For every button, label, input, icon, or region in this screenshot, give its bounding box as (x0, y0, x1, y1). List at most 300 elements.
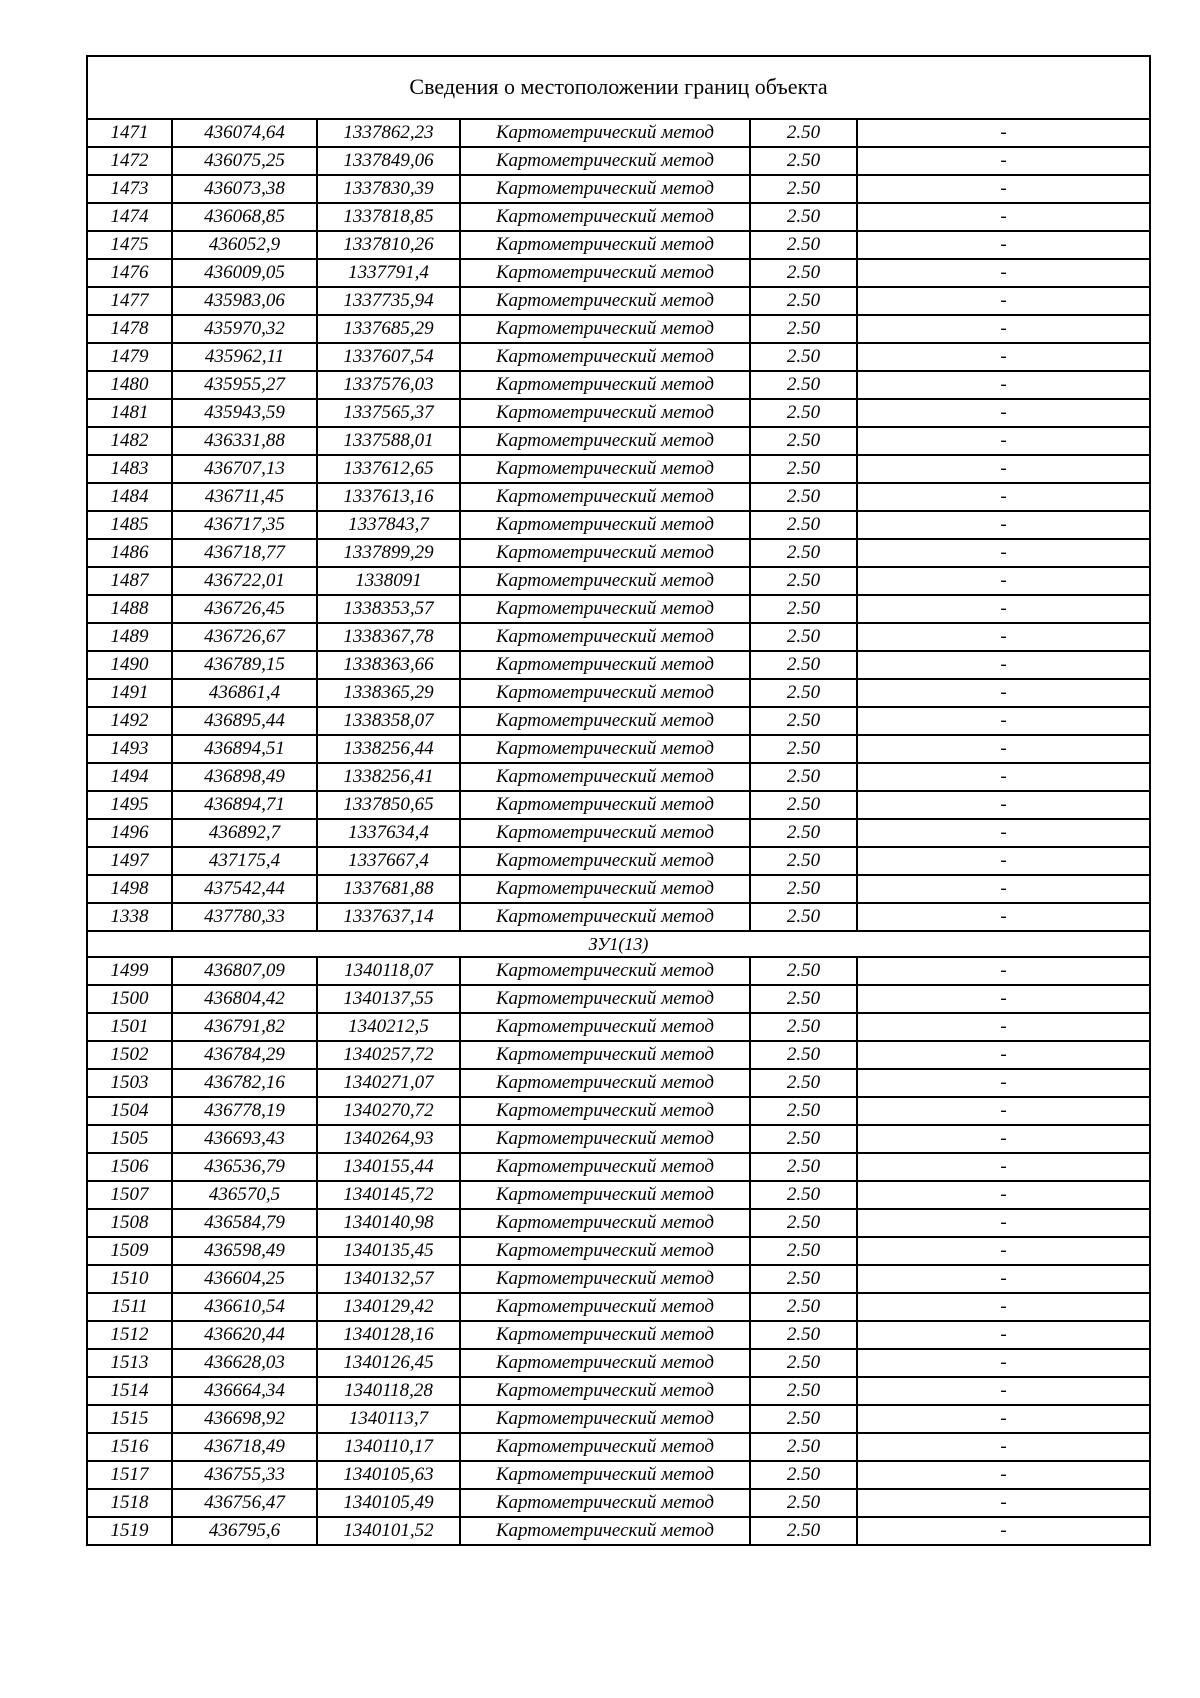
description-cell: - (857, 1517, 1150, 1545)
accuracy-cell: 2.50 (750, 315, 857, 343)
coordinate-x-cell: 435983,06 (172, 287, 317, 315)
accuracy-cell: 2.50 (750, 763, 857, 791)
coordinate-x-cell: 436726,45 (172, 595, 317, 623)
coordinate-x-cell: 436693,43 (172, 1125, 317, 1153)
coordinate-y-cell: 1337667,4 (317, 847, 460, 875)
accuracy-cell: 2.50 (750, 957, 857, 985)
point-number-cell: 1500 (87, 985, 172, 1013)
method-cell: Картометрический метод (460, 1265, 750, 1293)
coordinate-x-cell: 436778,19 (172, 1097, 317, 1125)
method-cell: Картометрический метод (460, 1293, 750, 1321)
table-row (87, 427, 1150, 455)
accuracy-cell: 2.50 (750, 679, 857, 707)
table-row (87, 1349, 1150, 1377)
accuracy-cell: 2.50 (750, 1069, 857, 1097)
point-number-cell: 1517 (87, 1461, 172, 1489)
table-row (87, 651, 1150, 679)
description-cell: - (857, 1181, 1150, 1209)
point-number-cell: 1516 (87, 1433, 172, 1461)
coordinate-x-cell: 436073,38 (172, 175, 317, 203)
description-cell: - (857, 1405, 1150, 1433)
coordinate-x-cell: 436711,45 (172, 483, 317, 511)
accuracy-cell: 2.50 (750, 567, 857, 595)
point-number-cell: 1512 (87, 1321, 172, 1349)
method-cell: Картометрический метод (460, 231, 750, 259)
point-number-cell: 1502 (87, 1041, 172, 1069)
table-row (87, 1433, 1150, 1461)
table-row (87, 455, 1150, 483)
table-row (87, 259, 1150, 287)
coordinate-x-cell: 436664,34 (172, 1377, 317, 1405)
description-cell: - (857, 1125, 1150, 1153)
table-row (87, 371, 1150, 399)
method-cell: Картометрический метод (460, 399, 750, 427)
point-number-cell: 1510 (87, 1265, 172, 1293)
method-cell: Картометрический метод (460, 1181, 750, 1209)
method-cell: Картометрический метод (460, 427, 750, 455)
table-row (87, 1377, 1150, 1405)
coordinate-x-cell: 436784,29 (172, 1041, 317, 1069)
accuracy-cell: 2.50 (750, 1041, 857, 1069)
point-number-cell: 1497 (87, 847, 172, 875)
method-cell: Картометрический метод (460, 1517, 750, 1545)
accuracy-cell: 2.50 (750, 203, 857, 231)
method-cell: Картометрический метод (460, 259, 750, 287)
point-number-cell: 1509 (87, 1237, 172, 1265)
coordinate-y-cell: 1337899,29 (317, 539, 460, 567)
description-cell: - (857, 175, 1150, 203)
point-number-cell: 1482 (87, 427, 172, 455)
accuracy-cell: 2.50 (750, 259, 857, 287)
description-cell: - (857, 1265, 1150, 1293)
accuracy-cell: 2.50 (750, 1293, 857, 1321)
section-label: ЗУ1(13) (87, 931, 1150, 957)
accuracy-cell: 2.50 (750, 399, 857, 427)
boundary-coordinates-table (86, 55, 1151, 1546)
coordinate-y-cell: 1338365,29 (317, 679, 460, 707)
coordinate-y-cell: 1337830,39 (317, 175, 460, 203)
coordinate-y-cell: 1337791,4 (317, 259, 460, 287)
method-cell: Картометрический метод (460, 875, 750, 903)
table-row (87, 203, 1150, 231)
coordinate-x-cell: 436717,35 (172, 511, 317, 539)
coordinate-x-cell: 436804,42 (172, 985, 317, 1013)
accuracy-cell: 2.50 (750, 847, 857, 875)
description-cell: - (857, 399, 1150, 427)
method-cell: Картометрический метод (460, 985, 750, 1013)
coordinate-x-cell: 436584,79 (172, 1209, 317, 1237)
description-cell: - (857, 595, 1150, 623)
coordinate-y-cell: 1337565,37 (317, 399, 460, 427)
table-row (87, 1041, 1150, 1069)
table-row (87, 343, 1150, 371)
method-cell: Картометрический метод (460, 957, 750, 985)
point-number-cell: 1496 (87, 819, 172, 847)
point-number-cell: 1498 (87, 875, 172, 903)
accuracy-cell: 2.50 (750, 147, 857, 175)
accuracy-cell: 2.50 (750, 371, 857, 399)
accuracy-cell: 2.50 (750, 287, 857, 315)
accuracy-cell: 2.50 (750, 231, 857, 259)
coordinate-y-cell: 1340271,07 (317, 1069, 460, 1097)
coordinate-y-cell: 1340132,57 (317, 1265, 460, 1293)
point-number-cell: 1501 (87, 1013, 172, 1041)
method-cell: Картометрический метод (460, 707, 750, 735)
coordinate-y-cell: 1338353,57 (317, 595, 460, 623)
description-cell: - (857, 1153, 1150, 1181)
point-number-cell: 1490 (87, 651, 172, 679)
coordinate-x-cell: 436610,54 (172, 1293, 317, 1321)
coordinate-x-cell: 436791,82 (172, 1013, 317, 1041)
table-row (87, 1153, 1150, 1181)
coordinate-x-cell: 436698,92 (172, 1405, 317, 1433)
table-row (87, 1405, 1150, 1433)
coordinate-y-cell: 1340105,49 (317, 1489, 460, 1517)
coordinate-y-cell: 1340128,16 (317, 1321, 460, 1349)
table-row (87, 903, 1150, 931)
table-row (87, 1097, 1150, 1125)
description-cell: - (857, 427, 1150, 455)
method-cell: Картометрический метод (460, 175, 750, 203)
coordinate-y-cell: 1337588,01 (317, 427, 460, 455)
accuracy-cell: 2.50 (750, 1321, 857, 1349)
description-cell: - (857, 707, 1150, 735)
accuracy-cell: 2.50 (750, 985, 857, 1013)
point-number-cell: 1514 (87, 1377, 172, 1405)
coordinate-x-cell: 436894,71 (172, 791, 317, 819)
description-cell: - (857, 651, 1150, 679)
point-number-cell: 1513 (87, 1349, 172, 1377)
accuracy-cell: 2.50 (750, 1237, 857, 1265)
coordinate-y-cell: 1340270,72 (317, 1097, 460, 1125)
coordinate-x-cell: 436894,51 (172, 735, 317, 763)
point-number-cell: 1480 (87, 371, 172, 399)
description-cell: - (857, 1097, 1150, 1125)
coordinate-y-cell: 1338367,78 (317, 623, 460, 651)
coordinate-x-cell: 437780,33 (172, 903, 317, 931)
point-number-cell: 1491 (87, 679, 172, 707)
table-row (87, 623, 1150, 651)
table-title-row (87, 56, 1150, 119)
coordinate-x-cell: 435962,11 (172, 343, 317, 371)
accuracy-cell: 2.50 (750, 427, 857, 455)
coordinate-y-cell: 1340264,93 (317, 1125, 460, 1153)
description-cell: - (857, 875, 1150, 903)
table-row (87, 847, 1150, 875)
description-cell: - (857, 903, 1150, 931)
method-cell: Картометрический метод (460, 819, 750, 847)
point-number-cell: 1495 (87, 791, 172, 819)
point-number-cell: 1511 (87, 1293, 172, 1321)
point-number-cell: 1518 (87, 1489, 172, 1517)
coordinate-y-cell: 1337862,23 (317, 119, 460, 147)
table-row (87, 483, 1150, 511)
table-row (87, 231, 1150, 259)
table-row (87, 287, 1150, 315)
description-cell: - (857, 1013, 1150, 1041)
coordinate-y-cell: 1340140,98 (317, 1209, 460, 1237)
coordinate-y-cell: 1338358,07 (317, 707, 460, 735)
coordinate-x-cell: 436789,15 (172, 651, 317, 679)
accuracy-cell: 2.50 (750, 1097, 857, 1125)
description-cell: - (857, 1433, 1150, 1461)
point-number-cell: 1505 (87, 1125, 172, 1153)
description-cell: - (857, 483, 1150, 511)
point-number-cell: 1483 (87, 455, 172, 483)
coordinate-x-cell: 436604,25 (172, 1265, 317, 1293)
coordinate-x-cell: 436009,05 (172, 259, 317, 287)
table-row (87, 819, 1150, 847)
table-row (87, 315, 1150, 343)
description-cell: - (857, 147, 1150, 175)
coordinate-x-cell: 435955,27 (172, 371, 317, 399)
method-cell: Картометрический метод (460, 1461, 750, 1489)
accuracy-cell: 2.50 (750, 1349, 857, 1377)
description-cell: - (857, 1489, 1150, 1517)
accuracy-cell: 2.50 (750, 903, 857, 931)
coordinate-y-cell: 1340118,07 (317, 957, 460, 985)
coordinate-x-cell: 435943,59 (172, 399, 317, 427)
method-cell: Картометрический метод (460, 791, 750, 819)
point-number-cell: 1492 (87, 707, 172, 735)
table-row (87, 1293, 1150, 1321)
accuracy-cell: 2.50 (750, 343, 857, 371)
description-cell: - (857, 231, 1150, 259)
coordinate-x-cell: 436707,13 (172, 455, 317, 483)
point-number-cell: 1508 (87, 1209, 172, 1237)
accuracy-cell: 2.50 (750, 1013, 857, 1041)
description-cell: - (857, 1377, 1150, 1405)
table-row (87, 1013, 1150, 1041)
accuracy-cell: 2.50 (750, 875, 857, 903)
coordinate-x-cell: 436756,47 (172, 1489, 317, 1517)
point-number-cell: 1493 (87, 735, 172, 763)
description-cell: - (857, 819, 1150, 847)
table-row (87, 1209, 1150, 1237)
table-row (87, 511, 1150, 539)
table-row (87, 679, 1150, 707)
method-cell: Картометрический метод (460, 763, 750, 791)
coordinate-y-cell: 1337634,4 (317, 819, 460, 847)
table-row (87, 1321, 1150, 1349)
method-cell: Картометрический метод (460, 1097, 750, 1125)
coordinate-y-cell: 1340129,42 (317, 1293, 460, 1321)
accuracy-cell: 2.50 (750, 119, 857, 147)
coordinate-x-cell: 436795,6 (172, 1517, 317, 1545)
coordinate-y-cell: 1340110,17 (317, 1433, 460, 1461)
point-number-cell: 1338 (87, 903, 172, 931)
coordinate-y-cell: 1340212,5 (317, 1013, 460, 1041)
coordinate-y-cell: 1338091 (317, 567, 460, 595)
point-number-cell: 1506 (87, 1153, 172, 1181)
section-row (87, 931, 1150, 957)
accuracy-cell: 2.50 (750, 1153, 857, 1181)
method-cell: Картометрический метод (460, 539, 750, 567)
coordinate-y-cell: 1337735,94 (317, 287, 460, 315)
description-cell: - (857, 791, 1150, 819)
method-cell: Картометрический метод (460, 567, 750, 595)
table-row (87, 875, 1150, 903)
coordinate-x-cell: 436570,5 (172, 1181, 317, 1209)
method-cell: Картометрический метод (460, 1489, 750, 1517)
method-cell: Картометрический метод (460, 1041, 750, 1069)
coordinate-x-cell: 436068,85 (172, 203, 317, 231)
description-cell: - (857, 1069, 1150, 1097)
table-row (87, 735, 1150, 763)
accuracy-cell: 2.50 (750, 623, 857, 651)
method-cell: Картометрический метод (460, 595, 750, 623)
table-row (87, 763, 1150, 791)
point-number-cell: 1471 (87, 119, 172, 147)
description-cell: - (857, 287, 1150, 315)
accuracy-cell: 2.50 (750, 175, 857, 203)
point-number-cell: 1494 (87, 763, 172, 791)
description-cell: - (857, 957, 1150, 985)
table-row (87, 147, 1150, 175)
point-number-cell: 1485 (87, 511, 172, 539)
description-cell: - (857, 1237, 1150, 1265)
table-row (87, 1181, 1150, 1209)
table-row (87, 399, 1150, 427)
accuracy-cell: 2.50 (750, 651, 857, 679)
method-cell: Картометрический метод (460, 623, 750, 651)
description-cell: - (857, 567, 1150, 595)
description-cell: - (857, 735, 1150, 763)
accuracy-cell: 2.50 (750, 483, 857, 511)
description-cell: - (857, 511, 1150, 539)
coordinate-x-cell: 436075,25 (172, 147, 317, 175)
point-number-cell: 1478 (87, 315, 172, 343)
method-cell: Картометрический метод (460, 1377, 750, 1405)
table-row (87, 707, 1150, 735)
method-cell: Картометрический метод (460, 1405, 750, 1433)
coordinate-x-cell: 435970,32 (172, 315, 317, 343)
description-cell: - (857, 1041, 1150, 1069)
table-row (87, 957, 1150, 985)
coordinate-y-cell: 1337612,65 (317, 455, 460, 483)
coordinate-y-cell: 1337576,03 (317, 371, 460, 399)
coordinate-y-cell: 1337849,06 (317, 147, 460, 175)
point-number-cell: 1484 (87, 483, 172, 511)
accuracy-cell: 2.50 (750, 1181, 857, 1209)
table-row (87, 1517, 1150, 1545)
point-number-cell: 1488 (87, 595, 172, 623)
coordinate-x-cell: 436331,88 (172, 427, 317, 455)
coordinate-y-cell: 1337810,26 (317, 231, 460, 259)
point-number-cell: 1487 (87, 567, 172, 595)
accuracy-cell: 2.50 (750, 455, 857, 483)
coordinate-x-cell: 436807,09 (172, 957, 317, 985)
method-cell: Картометрический метод (460, 483, 750, 511)
table-body (87, 56, 1150, 1545)
description-cell: - (857, 679, 1150, 707)
coordinate-x-cell: 436898,49 (172, 763, 317, 791)
coordinate-x-cell: 436755,33 (172, 1461, 317, 1489)
accuracy-cell: 2.50 (750, 1265, 857, 1293)
accuracy-cell: 2.50 (750, 511, 857, 539)
method-cell: Картометрический метод (460, 1237, 750, 1265)
coordinate-x-cell: 436782,16 (172, 1069, 317, 1097)
table-row (87, 791, 1150, 819)
point-number-cell: 1519 (87, 1517, 172, 1545)
table-row (87, 1125, 1150, 1153)
method-cell: Картометрический метод (460, 1125, 750, 1153)
coordinate-y-cell: 1338256,44 (317, 735, 460, 763)
method-cell: Картометрический метод (460, 1349, 750, 1377)
coordinate-y-cell: 1337850,65 (317, 791, 460, 819)
accuracy-cell: 2.50 (750, 1433, 857, 1461)
method-cell: Картометрический метод (460, 847, 750, 875)
accuracy-cell: 2.50 (750, 1125, 857, 1153)
accuracy-cell: 2.50 (750, 1517, 857, 1545)
method-cell: Картометрический метод (460, 1069, 750, 1097)
point-number-cell: 1481 (87, 399, 172, 427)
coordinate-y-cell: 1337613,16 (317, 483, 460, 511)
coordinate-x-cell: 437542,44 (172, 875, 317, 903)
table-row (87, 595, 1150, 623)
table-row (87, 985, 1150, 1013)
coordinate-x-cell: 437175,4 (172, 847, 317, 875)
coordinate-y-cell: 1340137,55 (317, 985, 460, 1013)
coordinate-x-cell: 436628,03 (172, 1349, 317, 1377)
description-cell: - (857, 371, 1150, 399)
method-cell: Картометрический метод (460, 1013, 750, 1041)
method-cell: Картометрический метод (460, 1209, 750, 1237)
coordinate-x-cell: 436718,49 (172, 1433, 317, 1461)
method-cell: Картометрический метод (460, 119, 750, 147)
coordinate-y-cell: 1338256,41 (317, 763, 460, 791)
point-number-cell: 1474 (87, 203, 172, 231)
method-cell: Картометрический метод (460, 343, 750, 371)
accuracy-cell: 2.50 (750, 819, 857, 847)
table-row (87, 175, 1150, 203)
coordinate-x-cell: 436726,67 (172, 623, 317, 651)
table-title: Сведения о местоположении границ объекта (87, 56, 1150, 119)
description-cell: - (857, 1293, 1150, 1321)
description-cell: - (857, 763, 1150, 791)
coordinate-y-cell: 1340145,72 (317, 1181, 460, 1209)
point-number-cell: 1489 (87, 623, 172, 651)
coordinate-x-cell: 436536,79 (172, 1153, 317, 1181)
description-cell: - (857, 623, 1150, 651)
description-cell: - (857, 1209, 1150, 1237)
accuracy-cell: 2.50 (750, 735, 857, 763)
coordinate-y-cell: 1337607,54 (317, 343, 460, 371)
accuracy-cell: 2.50 (750, 791, 857, 819)
method-cell: Картометрический метод (460, 287, 750, 315)
table-row (87, 1237, 1150, 1265)
point-number-cell: 1475 (87, 231, 172, 259)
point-number-cell: 1503 (87, 1069, 172, 1097)
coordinate-x-cell: 436718,77 (172, 539, 317, 567)
point-number-cell: 1504 (87, 1097, 172, 1125)
description-cell: - (857, 1461, 1150, 1489)
point-number-cell: 1499 (87, 957, 172, 985)
description-cell: - (857, 847, 1150, 875)
coordinate-y-cell: 1337637,14 (317, 903, 460, 931)
coordinate-y-cell: 1338363,66 (317, 651, 460, 679)
coordinate-y-cell: 1340105,63 (317, 1461, 460, 1489)
coordinate-x-cell: 436892,7 (172, 819, 317, 847)
point-number-cell: 1507 (87, 1181, 172, 1209)
point-number-cell: 1473 (87, 175, 172, 203)
point-number-cell: 1476 (87, 259, 172, 287)
coordinate-x-cell: 436052,9 (172, 231, 317, 259)
accuracy-cell: 2.50 (750, 707, 857, 735)
description-cell: - (857, 1349, 1150, 1377)
accuracy-cell: 2.50 (750, 539, 857, 567)
method-cell: Картометрический метод (460, 651, 750, 679)
